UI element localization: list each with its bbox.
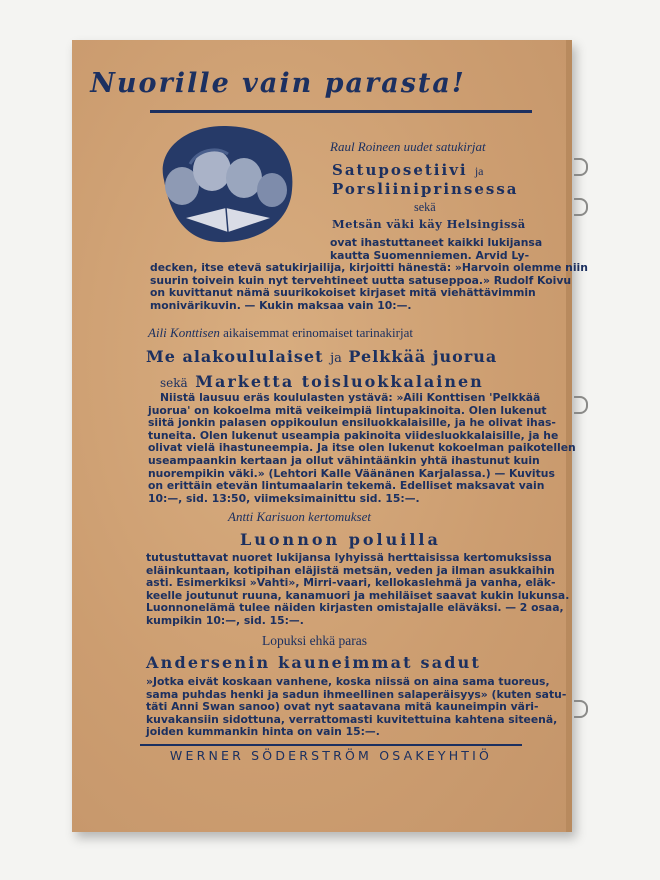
s2-line: nuorempikin väki.» (Lehtori Kalle Väänänen Karjalassa.) — Kuvitus — [148, 466, 555, 480]
section4-intro: Lopuksi ehkä paras — [262, 633, 367, 648]
section1-seka: sekä — [414, 200, 436, 214]
s4-line: kuvakansiin sidottuna, verrattomasti kuvitettuina kahtena siteenä, — [146, 712, 558, 726]
section4-body — [146, 675, 567, 739]
section2-intro — [148, 326, 413, 340]
s2-line: Niistä lausuu eräs koululasten ystävä: »Aili Konttisen 'Pelkkää — [160, 391, 541, 404]
s1-line: ovat ihastuttaneet kaikki lukijansa — [330, 236, 543, 249]
headline: Nuorille vain parasta! — [90, 68, 466, 99]
section2-title3-row — [160, 372, 484, 391]
author-konttinen: Aili Konttisen — [148, 325, 220, 340]
s2-line: useampaankin kertaan ja ollut vähintäänkin yhtä ihastunut kuin — [148, 453, 540, 467]
section2-intro-rest: aikaisemmat erinomaiset tarinakirjat — [223, 325, 413, 340]
children-reading-illustration — [146, 120, 306, 248]
section3-intro: Antti Karisuon kertomukset — [228, 509, 371, 524]
s4-line: sama puhdas henki ja sadun ihmeellinen salaperäisyys» (kuten satu- — [146, 687, 567, 701]
conj-ja: ja — [330, 351, 342, 366]
staple-4 — [574, 700, 588, 718]
s3-line: tutustuttavat nuoret lukijansa lyhyissä herttaisissa kertomuksissa — [146, 551, 552, 564]
s1-line: kautta Suomenniemen. Arvid Ly- — [330, 248, 530, 262]
title-pelkkaa-juorua: Pelkkää juorua — [348, 347, 498, 366]
s1-line: on kuvittanut nämä suurikokoiset kirjaset mitä viehättävimmin — [150, 286, 536, 300]
section1-title-porsliiniprinsessa: Porsliiniprinsessa — [332, 180, 519, 198]
section2-titles-row — [146, 347, 497, 366]
section1-body — [150, 236, 588, 313]
s1-line: monivärikuvin. — Kukin maksaa vain 10:—. — [150, 298, 412, 312]
publisher-name: WERNER SÖDERSTRÖM OSAKEYHTIÖ — [169, 748, 493, 763]
s3-line: eläinkuntaan, kotipihan eläjistä metsän, veden ja ilman asukkaihin — [146, 563, 555, 577]
s2-line: 10:—, sid. 13:50, viimeksimainittu sid. 15:—. — [148, 491, 420, 505]
staple-3 — [574, 396, 588, 414]
s3-line: asti. Esimerkiksi »Vahti», Mirri-vaari, kellokaslehmä ja vanha, eläk- — [146, 576, 556, 590]
s2-line: siitä jonkin palasen oppikoulun ensiluokkalaisille, ja he olivat ihas- — [148, 416, 556, 430]
footer-rule — [140, 744, 522, 746]
s2-line: juorua' on kokoelma mitä veikeimpiä lintupakinoita. Olen lukenut — [148, 403, 547, 417]
section3-title: Luonnon poluilla — [240, 530, 441, 549]
section2-body — [148, 391, 576, 505]
staple-1 — [574, 158, 588, 176]
title-marketta: Marketta toisluokkalainen — [195, 372, 484, 391]
s4-line: joiden kummankin hinta on vain 15:—. — [146, 725, 380, 739]
conj-seka: sekä — [160, 376, 188, 390]
s1-line: suurin toivein kuin nyt tervehtineet uutta satuseppoa.» Rudolf Koivu — [150, 273, 572, 287]
s3-line: Luonnonelämä tulee näiden kirjasten omistajalle eläväksi. — 2 osaa, — [146, 601, 564, 615]
s4-line: »Jotka eivät koskaan vanhene, koska niissä on aina sama tuoreus, — [146, 675, 550, 688]
section1-title-satuposetiivi — [332, 161, 484, 179]
s2-line: on erittäin etevän lintumaalarin tekemä. Edelliset maksavat vain — [148, 479, 545, 493]
children-reading-icon — [146, 120, 306, 248]
section4-title: Andersenin kauneimmat sadut — [146, 653, 482, 672]
section3-body — [146, 551, 570, 628]
section1-title-metsan-vaki: Metsän väki käy Helsingissä — [332, 217, 526, 231]
staple-2 — [574, 198, 588, 216]
s4-line: täti Anni Swan sanoo) ovat nyt saatavana mitä kauneimpin väri- — [146, 700, 539, 714]
s3-line: keelle joutunut ruuna, kanamuori ja mehiläiset saavat kukin lukunsa. — [146, 588, 570, 602]
s2-line: tuneita. Olen lukenut useampia pakinoita viidesluokkalaisille, ja he — [148, 428, 559, 442]
s1-line: decken, itse etevä satukirjailija, kirjoitti hänestä: »Harvoin olemme niin — [150, 261, 588, 275]
s3-line: kumpikin 10:—, sid. 15:—. — [146, 613, 304, 627]
title-satuposetiivi: Satuposetiivi — [332, 161, 468, 179]
conj-ja: ja — [474, 164, 484, 178]
s2-line: olivat vielä ihastuneempia. Ja itse olen lukenut kokoelman paikotellen — [148, 441, 576, 455]
headline-rule — [150, 110, 532, 113]
section1-intro: Raul Roineen uudet satukirjat — [330, 139, 486, 154]
title-me-alakoululaiset: Me alakoululaiset — [146, 347, 324, 366]
